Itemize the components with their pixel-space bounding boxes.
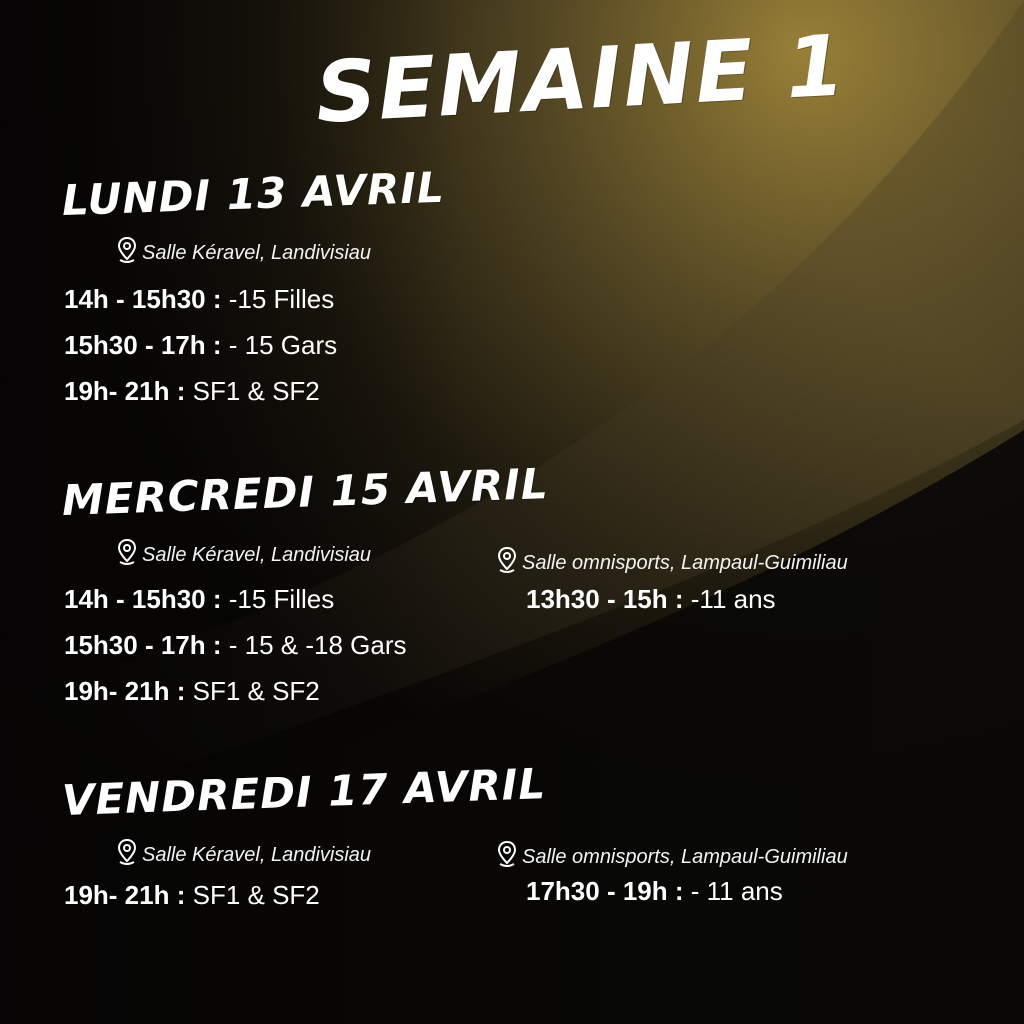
location-keravel [116,838,371,872]
location-label: Salle Kéravel, Landivisiau [142,843,372,866]
map-pin-icon [116,838,138,872]
day-heading-vendredi: VENDREDI 17 AVRIL [61,759,547,825]
schedule-row: 15h30 - 17h : - 15 & -18 Gars [64,630,407,660]
location-omnisports [496,840,848,874]
location-label: Salle Kéravel, Landivisiau [142,241,372,264]
location-keravel [116,236,371,270]
schedule-row: 17h30 - 19h : - 11 ans [526,876,783,906]
day-heading-mercredi: MERCREDI 15 AVRIL [61,459,550,525]
page-title: SEMAINE 1 [313,16,849,142]
map-pin-icon [496,546,518,580]
location-label: Salle omnisports, Lampaul-Guimiliau [522,551,848,574]
map-pin-icon [116,236,138,270]
schedule-row: 19h- 21h : SF1 & SF2 [64,880,320,910]
location-label: Salle Kéravel, Landivisiau [142,543,372,566]
day-heading-lundi: LUNDI 13 AVRIL [61,162,446,225]
location-label: Salle omnisports, Lampaul-Guimiliau [522,845,848,868]
location-omnisports [496,546,848,580]
location-keravel [116,538,371,572]
schedule-row: 19h- 21h : SF1 & SF2 [64,676,320,706]
schedule-row: 14h - 15h30 : -15 Filles [64,284,335,314]
map-pin-icon [496,840,518,874]
schedule-row: 19h- 21h : SF1 & SF2 [64,376,320,406]
schedule-row: 15h30 - 17h : - 15 Gars [64,330,338,360]
schedule-row: 13h30 - 15h : -11 ans [526,584,776,614]
map-pin-icon [116,538,138,572]
schedule-row: 14h - 15h30 : -15 Filles [64,584,335,614]
